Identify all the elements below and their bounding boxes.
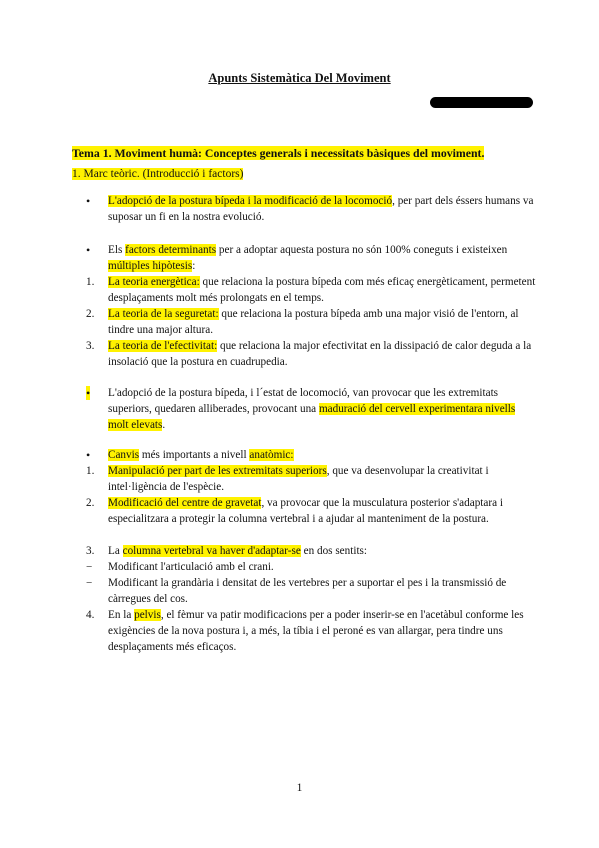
section-heading-text: 1. Marc teòric. (Introducció i factors) [72, 168, 244, 180]
bullet-text [108, 193, 536, 225]
highlighted-text: Modificació del centre de gravetat [108, 497, 262, 509]
highlighted-text: anatòmic: [249, 449, 294, 461]
body-text: per a adoptar aquesta postura no són 100% coneguts i existeixen [216, 244, 508, 256]
body-text: En la [108, 609, 135, 621]
highlighted-text: Canvis [108, 449, 140, 461]
bullet-text [108, 447, 536, 463]
bullet-icon: • [86, 194, 91, 208]
item-text: Modificant l'articulació amb el crani. [108, 561, 274, 573]
item-text [108, 463, 536, 495]
body-text: que relaciona la postura bípeda com més eficaç energèticament, permetent desplaçaments molt més prolongats en el temps. [108, 276, 536, 304]
section-heading [72, 167, 243, 182]
body-text: , va provocar que la musculatura posterior s'adaptara i especialitzara a protegir la columna vertebral i a ajudar al manteniment de la postura. [108, 497, 503, 525]
highlighted-text: columna vertebral va haver d'adaptar-se [122, 545, 301, 557]
body-text: en dos sentits: [300, 545, 368, 557]
numbered-item-centre-gravetat [86, 495, 536, 527]
item-text [108, 306, 536, 338]
item-text [108, 495, 536, 527]
numbered-item-manipulacio [86, 463, 536, 495]
bullet-item-canvis [86, 447, 536, 463]
bullet-item-postura [86, 193, 536, 225]
item-number: 2. [86, 497, 95, 509]
body-text: Els [108, 244, 126, 256]
dash-item-vertebres [86, 575, 536, 607]
item-number: 2. [86, 308, 95, 320]
body-text: que relaciona la postura bípeda amb una major visió de l'entorn, al tindre una major altura. [108, 308, 519, 336]
numbered-item-teoria-efectivitat [86, 338, 536, 370]
dash-icon: − [86, 561, 93, 573]
highlighted-text: maduració del cervell experimentara nivells molt elevats [108, 403, 516, 431]
item-number: 1. [86, 465, 95, 477]
bullet-item-factors [86, 242, 536, 274]
bullet-text [108, 242, 536, 274]
bullet-icon: • [86, 243, 91, 257]
numbered-item-teoria-seguretat [86, 306, 536, 338]
item-number: 4. [86, 609, 95, 621]
highlighted-text: La teoria energètica: [108, 276, 200, 288]
document-title: Apunts Sistemàtica Del Moviment [208, 71, 391, 85]
highlighted-text: Manipulació per part de les extremitats superiors [108, 465, 327, 477]
page-number: 1 [296, 782, 303, 794]
body-text: , que va desenvolupar la creativitat i intel·ligència de l'espècie. [108, 465, 489, 493]
body-text: , el fèmur va patir modificacions per a poder inserir-se en l'acetàbul conforme les exigències de la nova postura i, a més, la tíbia i el peroné es van allargar, pera tindre uns desplaçaments més eficaços. [108, 609, 524, 653]
highlighted-text: factors determinants [125, 244, 217, 256]
body-text: que relaciona la major efectivitat en la dissipació de calor deguda a la insolació que la postura en cuadrupedia. [108, 340, 532, 368]
item-text: Modificant la grandària i densitat de les vertebres per a suportar el pes i la transmissió de càrregues del cos. [108, 577, 507, 605]
numbered-item-columna [86, 543, 536, 559]
redacted-name [430, 97, 533, 108]
numbered-item-pelvis [86, 607, 536, 655]
body-text: L'adopció de la postura bípeda, i l´estat de locomoció, van provocar que les extremitats superiors, quedaren alliberades, provocant una [108, 387, 499, 415]
topic-heading [72, 146, 484, 161]
item-text [108, 543, 536, 559]
body-text: . [162, 419, 166, 431]
item-text [108, 338, 536, 370]
body-text: , per part dels éssers humans va suposar un fi en la nostra evolució. [108, 195, 534, 223]
item-number: 3. [86, 340, 95, 352]
item-number: 3. [86, 545, 95, 557]
body-text: La [108, 545, 123, 557]
item-text [108, 607, 536, 655]
highlighted-text: La teoria de la seguretat: [108, 308, 219, 320]
highlighted-text: pelvis [134, 609, 161, 621]
body-text: : [192, 260, 196, 272]
highlighted-text: múltiples hipòtesis [108, 260, 193, 272]
dash-icon: − [86, 577, 93, 589]
dash-item-crani [86, 559, 536, 575]
highlighted-text: L'adopció de la postura bípeda i la modificació de la locomoció [108, 195, 393, 207]
item-text [108, 274, 536, 306]
highlighted-text: La teoria de l'efectivitat: [108, 340, 218, 352]
body-text: més importants a nivell [139, 449, 250, 461]
numbered-item-teoria-energetica [86, 274, 536, 306]
bullet-text [108, 385, 536, 433]
topic-heading-text: Tema 1. Moviment humà: Conceptes generals i necessitats bàsiques del moviment. [72, 146, 485, 160]
bullet-item-cervell [86, 385, 536, 433]
item-number: 1. [86, 276, 95, 288]
bullet-icon: • [86, 386, 91, 400]
bullet-icon: • [86, 448, 91, 462]
